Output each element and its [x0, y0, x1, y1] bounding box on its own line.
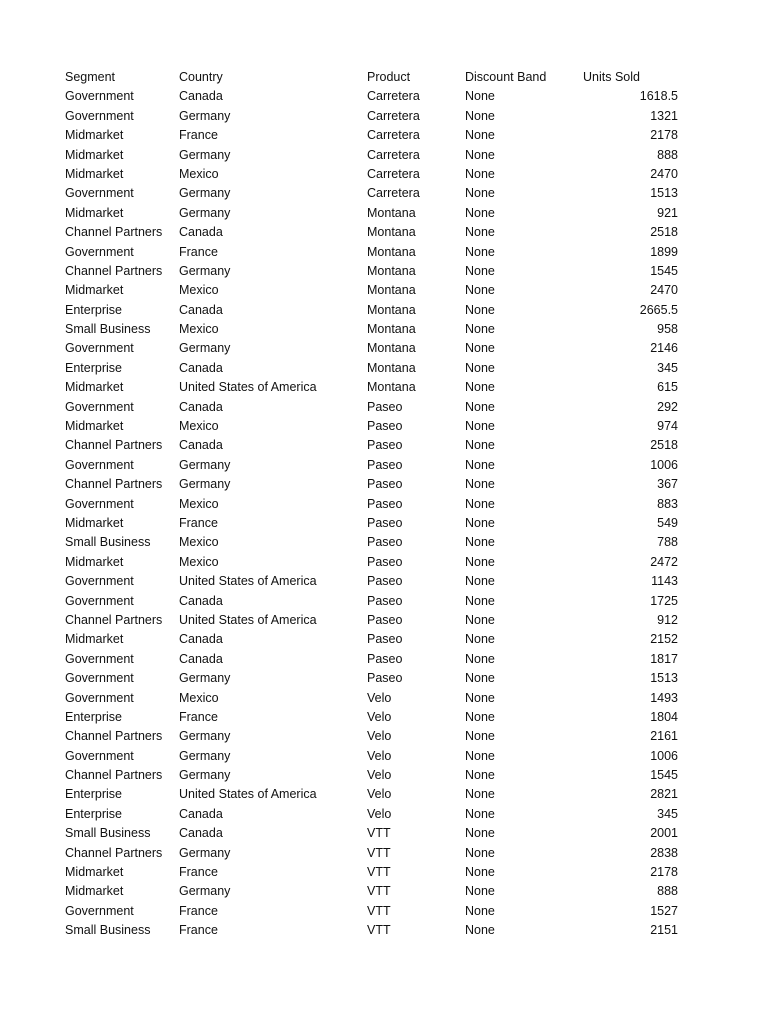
cell-segment: Channel Partners	[65, 477, 163, 492]
table-row	[0, 398, 768, 417]
cell-product: Montana	[367, 302, 416, 317]
cell-units-sold: 1321	[650, 108, 678, 123]
cell-segment: Government	[65, 593, 134, 608]
cell-segment: Midmarket	[65, 554, 124, 569]
table-row	[0, 378, 768, 397]
cell-discount-band: None	[465, 768, 495, 783]
cell-units-sold: 2821	[650, 787, 678, 802]
table-row	[0, 514, 768, 533]
cell-country: Germany	[179, 341, 231, 356]
table-row	[0, 592, 768, 611]
cell-discount-band: None	[465, 263, 495, 278]
cell-segment: Channel Partners	[65, 438, 163, 453]
cell-discount-band: None	[465, 419, 495, 434]
cell-country: Canada	[179, 593, 223, 608]
cell-country: Mexico	[179, 283, 219, 298]
cell-segment: Enterprise	[65, 709, 122, 724]
cell-country: United States of America	[179, 612, 317, 627]
table-row	[0, 320, 768, 339]
cell-units-sold: 2152	[650, 632, 678, 647]
cell-segment: Channel Partners	[65, 768, 163, 783]
cell-country: France	[179, 923, 218, 938]
table-row	[0, 882, 768, 901]
cell-segment: Government	[65, 496, 134, 511]
cell-country: Mexico	[179, 690, 219, 705]
cell-discount-band: None	[465, 147, 495, 162]
table-row	[0, 87, 768, 106]
cell-country: Germany	[179, 748, 231, 763]
cell-units-sold: 883	[657, 496, 678, 511]
cell-segment: Channel Partners	[65, 845, 163, 860]
cell-segment: Enterprise	[65, 787, 122, 802]
cell-discount-band: None	[465, 787, 495, 802]
cell-units-sold: 958	[657, 322, 678, 337]
cell-product: Montana	[367, 263, 416, 278]
cell-product: Velo	[367, 709, 392, 724]
table-row	[0, 824, 768, 843]
cell-discount-band: None	[465, 360, 495, 375]
cell-discount-band: None	[465, 302, 495, 317]
cell-product: Carretera	[367, 89, 420, 104]
cell-product: Paseo	[367, 419, 403, 434]
table-row	[0, 262, 768, 281]
table-row	[0, 650, 768, 669]
table-row	[0, 902, 768, 921]
cell-discount-band: None	[465, 438, 495, 453]
table-row	[0, 243, 768, 262]
cell-units-sold: 2838	[650, 845, 678, 860]
cell-country: Germany	[179, 729, 231, 744]
cell-discount-band: None	[465, 632, 495, 647]
cell-product: Paseo	[367, 612, 403, 627]
cell-product: Paseo	[367, 535, 403, 550]
table-row	[0, 301, 768, 320]
cell-units-sold: 1513	[650, 671, 678, 686]
cell-country: Germany	[179, 263, 231, 278]
table-row	[0, 146, 768, 165]
cell-units-sold: 2470	[650, 166, 678, 181]
cell-units-sold: 1545	[650, 263, 678, 278]
cell-product: Montana	[367, 283, 416, 298]
table-row	[0, 339, 768, 358]
cell-discount-band: None	[465, 845, 495, 860]
cell-segment: Channel Partners	[65, 612, 163, 627]
table-row	[0, 630, 768, 649]
cell-units-sold: 1545	[650, 768, 678, 783]
cell-product: Paseo	[367, 477, 403, 492]
cell-country: France	[179, 244, 218, 259]
cell-segment: Government	[65, 399, 134, 414]
cell-product: Velo	[367, 768, 392, 783]
cell-country: Germany	[179, 108, 231, 123]
cell-discount-band: None	[465, 380, 495, 395]
cell-product: Paseo	[367, 438, 403, 453]
cell-discount-band: None	[465, 477, 495, 492]
table-row	[0, 669, 768, 688]
table-row	[0, 766, 768, 785]
cell-discount-band: None	[465, 826, 495, 841]
cell-country: Germany	[179, 477, 231, 492]
cell-product: Velo	[367, 787, 392, 802]
cell-discount-band: None	[465, 535, 495, 550]
cell-discount-band: None	[465, 806, 495, 821]
header-product: Product	[367, 70, 411, 84]
cell-segment: Midmarket	[65, 128, 124, 143]
cell-units-sold: 2472	[650, 554, 678, 569]
cell-country: United States of America	[179, 380, 317, 395]
table-row	[0, 921, 768, 940]
cell-units-sold: 1527	[650, 903, 678, 918]
cell-units-sold: 974	[657, 419, 678, 434]
cell-country: France	[179, 865, 218, 880]
cell-product: Paseo	[367, 671, 403, 686]
cell-country: Germany	[179, 671, 231, 686]
cell-country: Mexico	[179, 166, 219, 181]
cell-country: Mexico	[179, 535, 219, 550]
cell-product: Paseo	[367, 593, 403, 608]
cell-country: France	[179, 709, 218, 724]
cell-segment: Midmarket	[65, 283, 124, 298]
table-row	[0, 436, 768, 455]
cell-units-sold: 367	[657, 477, 678, 492]
cell-segment: Government	[65, 89, 134, 104]
cell-discount-band: None	[465, 903, 495, 918]
cell-country: United States of America	[179, 787, 317, 802]
cell-product: VTT	[367, 923, 391, 938]
cell-country: France	[179, 128, 218, 143]
cell-units-sold: 912	[657, 612, 678, 627]
cell-segment: Government	[65, 671, 134, 686]
cell-units-sold: 2665.5	[639, 302, 678, 317]
header-country: Country	[179, 70, 223, 84]
cell-discount-band: None	[465, 709, 495, 724]
table-row	[0, 572, 768, 591]
cell-segment: Government	[65, 186, 134, 201]
cell-units-sold: 888	[657, 884, 678, 899]
cell-segment: Enterprise	[65, 360, 122, 375]
cell-country: Canada	[179, 225, 223, 240]
cell-units-sold: 1899	[650, 244, 678, 259]
cell-units-sold: 1817	[650, 651, 678, 666]
cell-product: Carretera	[367, 128, 420, 143]
table-row	[0, 126, 768, 145]
cell-segment: Small Business	[65, 535, 151, 550]
cell-units-sold: 1493	[650, 690, 678, 705]
cell-units-sold: 292	[657, 399, 678, 414]
cell-product: Montana	[367, 322, 416, 337]
cell-product: Montana	[367, 360, 416, 375]
cell-segment: Government	[65, 244, 134, 259]
cell-units-sold: 615	[657, 380, 678, 395]
cell-country: Mexico	[179, 322, 219, 337]
cell-country: Canada	[179, 302, 223, 317]
cell-product: Velo	[367, 729, 392, 744]
cell-discount-band: None	[465, 690, 495, 705]
cell-product: Paseo	[367, 574, 403, 589]
cell-country: Germany	[179, 457, 231, 472]
table-header-row	[0, 68, 768, 87]
cell-segment: Channel Partners	[65, 225, 163, 240]
table-row	[0, 863, 768, 882]
cell-product: Montana	[367, 244, 416, 259]
cell-segment: Government	[65, 108, 134, 123]
cell-country: Germany	[179, 768, 231, 783]
cell-discount-band: None	[465, 283, 495, 298]
cell-discount-band: None	[465, 884, 495, 899]
header-segment: Segment	[65, 70, 116, 84]
cell-units-sold: 345	[657, 360, 678, 375]
cell-segment: Midmarket	[65, 884, 124, 899]
cell-country: Canada	[179, 360, 223, 375]
cell-product: VTT	[367, 845, 391, 860]
cell-units-sold: 2001	[650, 826, 678, 841]
table-row	[0, 281, 768, 300]
cell-country: Canada	[179, 89, 223, 104]
cell-product: Montana	[367, 341, 416, 356]
table-row	[0, 553, 768, 572]
cell-discount-band: None	[465, 244, 495, 259]
cell-units-sold: 2178	[650, 128, 678, 143]
table-row	[0, 495, 768, 514]
cell-units-sold: 2470	[650, 283, 678, 298]
cell-segment: Midmarket	[65, 205, 124, 220]
cell-country: Canada	[179, 806, 223, 821]
cell-product: Montana	[367, 225, 416, 240]
cell-discount-band: None	[465, 865, 495, 880]
table-row	[0, 204, 768, 223]
cell-discount-band: None	[465, 186, 495, 201]
cell-discount-band: None	[465, 671, 495, 686]
cell-discount-band: None	[465, 923, 495, 938]
cell-segment: Government	[65, 574, 134, 589]
cell-product: VTT	[367, 865, 391, 880]
cell-units-sold: 2151	[650, 923, 678, 938]
cell-segment: Midmarket	[65, 419, 124, 434]
cell-product: VTT	[367, 884, 391, 899]
cell-units-sold: 549	[657, 515, 678, 530]
table-row	[0, 533, 768, 552]
cell-units-sold: 1513	[650, 186, 678, 201]
cell-product: Montana	[367, 205, 416, 220]
cell-country: Germany	[179, 884, 231, 899]
cell-discount-band: None	[465, 89, 495, 104]
cell-country: France	[179, 903, 218, 918]
table-row	[0, 165, 768, 184]
table-row	[0, 223, 768, 242]
cell-units-sold: 1143	[651, 574, 678, 589]
cell-segment: Government	[65, 651, 134, 666]
cell-country: Mexico	[179, 496, 219, 511]
cell-discount-band: None	[465, 399, 495, 414]
cell-product: Carretera	[367, 186, 420, 201]
cell-segment: Small Business	[65, 322, 151, 337]
table-row	[0, 184, 768, 203]
cell-country: Germany	[179, 186, 231, 201]
table-row	[0, 359, 768, 378]
cell-segment: Midmarket	[65, 865, 124, 880]
cell-discount-band: None	[465, 225, 495, 240]
cell-discount-band: None	[465, 612, 495, 627]
cell-units-sold: 2161	[650, 729, 678, 744]
cell-product: VTT	[367, 826, 391, 841]
cell-discount-band: None	[465, 748, 495, 763]
cell-units-sold: 2178	[650, 865, 678, 880]
cell-product: Paseo	[367, 399, 403, 414]
cell-units-sold: 1006	[650, 457, 678, 472]
cell-discount-band: None	[465, 322, 495, 337]
cell-product: Paseo	[367, 457, 403, 472]
table-row	[0, 689, 768, 708]
cell-country: Mexico	[179, 554, 219, 569]
cell-country: Canada	[179, 632, 223, 647]
cell-segment: Midmarket	[65, 380, 124, 395]
cell-units-sold: 2518	[650, 438, 678, 453]
spreadsheet-table	[0, 68, 768, 941]
header-discount-band: Discount Band	[465, 70, 547, 84]
cell-country: Canada	[179, 399, 223, 414]
cell-units-sold: 1804	[650, 709, 678, 724]
cell-units-sold: 788	[657, 535, 678, 550]
cell-discount-band: None	[465, 166, 495, 181]
cell-segment: Channel Partners	[65, 263, 163, 278]
table-row	[0, 844, 768, 863]
cell-segment: Midmarket	[65, 166, 124, 181]
cell-units-sold: 888	[657, 147, 678, 162]
cell-discount-band: None	[465, 651, 495, 666]
cell-country: Germany	[179, 147, 231, 162]
cell-segment: Government	[65, 748, 134, 763]
table-row	[0, 785, 768, 804]
cell-segment: Channel Partners	[65, 729, 163, 744]
table-row	[0, 417, 768, 436]
table-row	[0, 747, 768, 766]
cell-product: Montana	[367, 380, 416, 395]
cell-segment: Small Business	[65, 923, 151, 938]
table-row	[0, 727, 768, 746]
cell-units-sold: 1006	[650, 748, 678, 763]
cell-segment: Midmarket	[65, 147, 124, 162]
cell-country: Germany	[179, 205, 231, 220]
cell-discount-band: None	[465, 128, 495, 143]
cell-units-sold: 2146	[650, 341, 678, 356]
cell-country: Canada	[179, 438, 223, 453]
table-row	[0, 456, 768, 475]
cell-discount-band: None	[465, 593, 495, 608]
cell-country: United States of America	[179, 574, 317, 589]
cell-segment: Government	[65, 903, 134, 918]
cell-product: Carretera	[367, 166, 420, 181]
cell-units-sold: 1725	[650, 593, 678, 608]
cell-discount-band: None	[465, 496, 495, 511]
table-row	[0, 107, 768, 126]
cell-country: Canada	[179, 826, 223, 841]
cell-country: France	[179, 515, 218, 530]
cell-units-sold: 2518	[650, 225, 678, 240]
cell-segment: Government	[65, 690, 134, 705]
cell-segment: Enterprise	[65, 302, 122, 317]
cell-units-sold: 921	[657, 205, 678, 220]
table-row	[0, 475, 768, 494]
cell-product: Paseo	[367, 632, 403, 647]
cell-product: VTT	[367, 903, 391, 918]
cell-discount-band: None	[465, 205, 495, 220]
cell-discount-band: None	[465, 341, 495, 356]
cell-segment: Midmarket	[65, 515, 124, 530]
cell-country: Canada	[179, 651, 223, 666]
cell-product: Velo	[367, 748, 392, 763]
table-body	[0, 87, 768, 940]
cell-product: Paseo	[367, 496, 403, 511]
cell-product: Velo	[367, 690, 392, 705]
table-row	[0, 708, 768, 727]
cell-discount-band: None	[465, 729, 495, 744]
cell-product: Carretera	[367, 108, 420, 123]
cell-product: Paseo	[367, 651, 403, 666]
cell-discount-band: None	[465, 574, 495, 589]
cell-segment: Government	[65, 457, 134, 472]
header-units-sold: Units Sold	[583, 70, 640, 84]
table-row	[0, 611, 768, 630]
cell-product: Paseo	[367, 515, 403, 530]
cell-units-sold: 1618.5	[639, 89, 678, 104]
cell-country: Germany	[179, 845, 231, 860]
cell-country: Mexico	[179, 419, 219, 434]
cell-units-sold: 345	[657, 806, 678, 821]
cell-product: Paseo	[367, 554, 403, 569]
cell-segment: Midmarket	[65, 632, 124, 647]
cell-product: Velo	[367, 806, 392, 821]
cell-product: Carretera	[367, 147, 420, 162]
cell-discount-band: None	[465, 457, 495, 472]
table-row	[0, 805, 768, 824]
cell-discount-band: None	[465, 554, 495, 569]
cell-segment: Enterprise	[65, 806, 122, 821]
cell-segment: Government	[65, 341, 134, 356]
cell-discount-band: None	[465, 515, 495, 530]
cell-segment: Small Business	[65, 826, 151, 841]
cell-discount-band: None	[465, 108, 495, 123]
